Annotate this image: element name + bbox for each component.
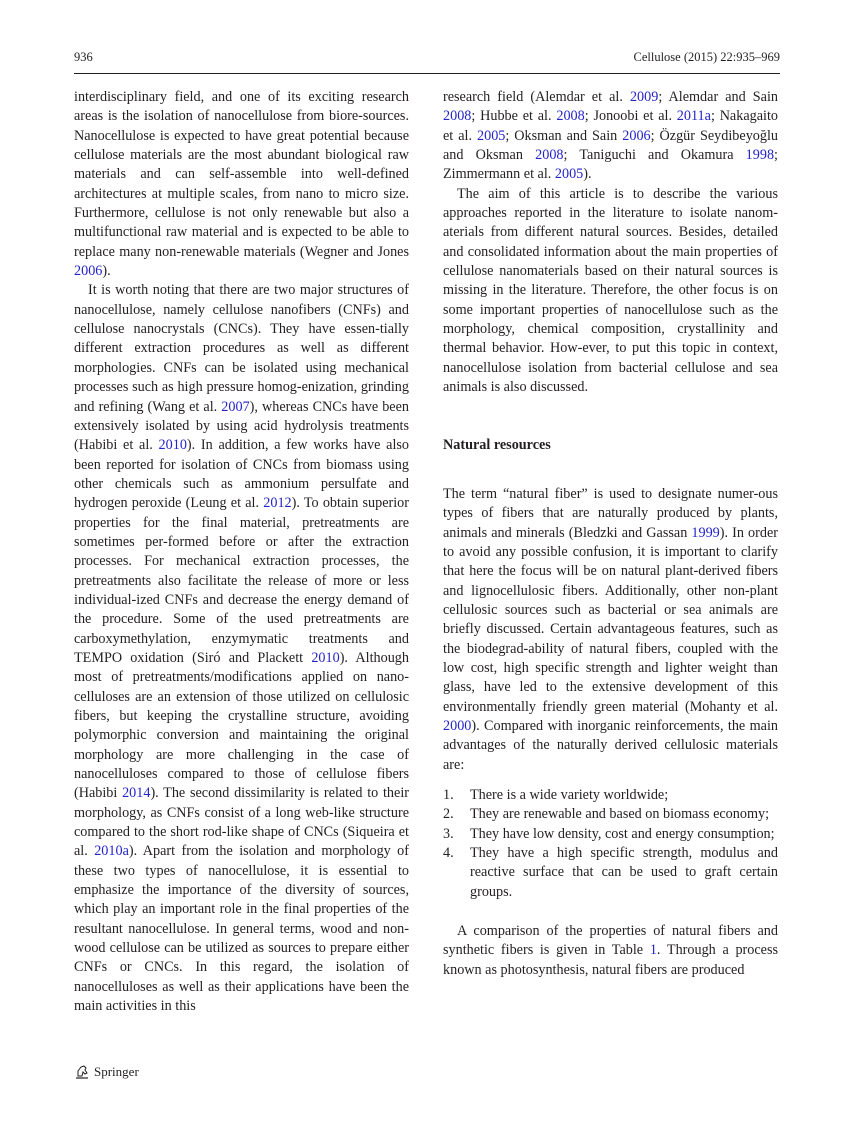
paragraph: research field (Alemdar et al. 2009; Alemdar and Sain 2008; Hubbe et al. 2008; Jonoobi et al. 2011a; Nakagaito et al. 2005; Oksman and Sain 2006; Özgür Seydibeyoğlu and Oksman 2008; Taniguchi and Okamura 1998; Zimmermann et al. 2005). (443, 89, 779, 183)
running-header (74, 50, 780, 72)
list-number: 2. (443, 806, 454, 823)
right-column (443, 88, 778, 980)
citation-link[interactable]: 2008 (443, 108, 472, 125)
citation-link[interactable]: 2010 (158, 437, 187, 454)
citation-link[interactable]: 2009 (629, 89, 659, 105)
citation-link[interactable]: 2007 (221, 398, 250, 415)
citation-link[interactable]: 2006 (622, 127, 651, 144)
list-text: They are renewable and based on biomass economy; (470, 806, 770, 823)
journal-citation: Cellulose (2015) 22:935–969 (633, 50, 780, 64)
citation-link[interactable]: 2008 (556, 108, 585, 125)
advantages-list (443, 786, 778, 902)
list-item (443, 786, 778, 805)
list-number: 4. (443, 845, 454, 862)
paragraph: interdisciplinary field, and one of its exciting research areas is the isolation of nanocellulose from biore-sources. Nanocellulose is expected to have great potential because cellulose materials are the most abundant biological raw materials and can self-assemble into well-defined architectures at multiple scales, from nano to micro size. Furthermore, cellulose is not only renewable but also a multifunctional raw material and is expected to be able to replace many non-renewable materials (Wegner and Jones 2006). (74, 89, 409, 280)
citation-link[interactable]: 1999 (691, 524, 720, 541)
publisher-footer (74, 1064, 139, 1080)
citation-link[interactable]: 2008 (535, 147, 564, 164)
citation-link[interactable]: 2010 (311, 649, 340, 666)
list-number: 1. (443, 787, 454, 803)
list-item (443, 805, 778, 824)
citation-link[interactable]: 2012 (263, 495, 292, 512)
citation-link[interactable]: 2014 (122, 785, 151, 802)
left-column (74, 88, 409, 1017)
citation-link[interactable]: 2005 (554, 166, 584, 183)
list-text: They have low density, cost and energy consumption; (470, 825, 775, 842)
list-number: 3. (443, 825, 454, 842)
paragraph: It is worth noting that there are two major structures of nanocellulose, namely cellulose nanofibers (CNFs) and cellulose nanocrystals (CNCs). They have essen-tially different extraction procedures as well as different morphologies. CNFs can be isolated using mechanical processes such as high pressure homog-enization, grinding and refining (Wang et al. 2007), whereas CNCs have been extensively isolated by using acid hydrolysis treatments (Habibi et al. 2010). In addition, a few works have also been reported for isolation of CNCs from biomass using other chemicals such as ammonium persulfate and hydrogen peroxide (Leung et al. 2012). To obtain superior properties for the final material, pretreatments are sometimes per-formed before or after the extraction processes. For mechanical extraction processes, the pretreatments also facilitate the release of more or less individual-ized CNFs and decrease the energy demand of the procedure. Some of the used pretreatments are carboxymethylation, enzymymatic treatments and TEMPO oxidation (Siró and Plackett 2010). Although most of pretreatments/modifications applied on nano-celluloses are an extension of those utilized on cellulosic fibers, but keeping the crystalline structure, avoiding polymorphic conversion and maintaining the original morphology are more challenging in the case of nanocelluloses compared to those of cellulose fibers (Habibi 2014). The second dissimilarity is related to their morphology, as CNFs consist of a long web-like structure compared to the short rod-like shape of CNCs (Siqueira et al. 2010a). Apart from the isolation and morphology of these two types of nanocellulose, it is essential to emphasize the importance of the diversity of sources, which play an important role in the final properties of the resultant nanocellulose. In general terms, wood and non-wood cellulose can be utilized as sources to prepare either CNFs or CNCs. In this regard, the isolation of nanocelluloses as well as their applications have been the main activities in this (74, 282, 409, 1015)
list-text: They have a high specific strength, modulus and reactive surface that can be used to graft certain groups. (470, 845, 778, 900)
publisher-name: Springer (94, 1064, 139, 1079)
list-item (443, 825, 778, 844)
list-item (443, 844, 778, 902)
citation-link[interactable]: 2011a (676, 108, 711, 125)
springer-knight-icon (74, 1064, 90, 1080)
page-number: 936 (74, 50, 93, 64)
citation-link[interactable]: 1 (649, 942, 657, 959)
citation-link[interactable]: 2000 (443, 717, 472, 734)
paragraph: The aim of this article is to describe the various approaches reported in the literature to isolate nanom-aterials from different natural sources. Besides, detailed and consolidated information about the main properties of cellulose nanomaterials based on their natural sources is missing in the literature. Therefore, the other focus is on some important properties of nanocellulose such as the morphology, chemical composition, crystallinity and thermal behavior. How-ever, to put this topic in context, nanocellulose isolation from bacterial cellulose and sea animals is also discussed. (443, 185, 778, 396)
citation-link[interactable]: 2006 (74, 263, 103, 280)
citation-link[interactable]: 1998 (745, 147, 775, 164)
list-text: There is a wide variety worldwide; (470, 787, 669, 803)
header-divider (74, 73, 780, 74)
paragraph: A comparison of the properties of natural fibers and synthetic fibers is given in Table 1. Through a process known as photosynthesis, natural fibers are produced (443, 923, 779, 978)
paragraph: The term “natural fiber” is used to designate numer-ous types of fibers that are naturally produced by plants, animals and minerals (Bledzki and Gassan 1999). In order to avoid any possible confusion, it is important to clarify that here the focus will be on natural plant-derived fibers and lignocellulosic fibers. Additionally, other non-plant cellulosic sources such as bacterial or sea animals are briefly discussed. Certain advantageous features, such as the biodegrad-ability of natural fibers, coupled with the low cost, high specific strength and lighter weight than glass, have led to the extensive development of this environmentally friendly green material (Mohanty et al. 2000). Compared with inorganic reinforcements, the main advantages of the naturally derived cellulosic materials are: (443, 485, 778, 773)
citation-link[interactable]: 2005 (477, 127, 506, 144)
section-heading: Natural resources (443, 436, 551, 453)
citation-link[interactable]: 2010a (94, 843, 129, 860)
